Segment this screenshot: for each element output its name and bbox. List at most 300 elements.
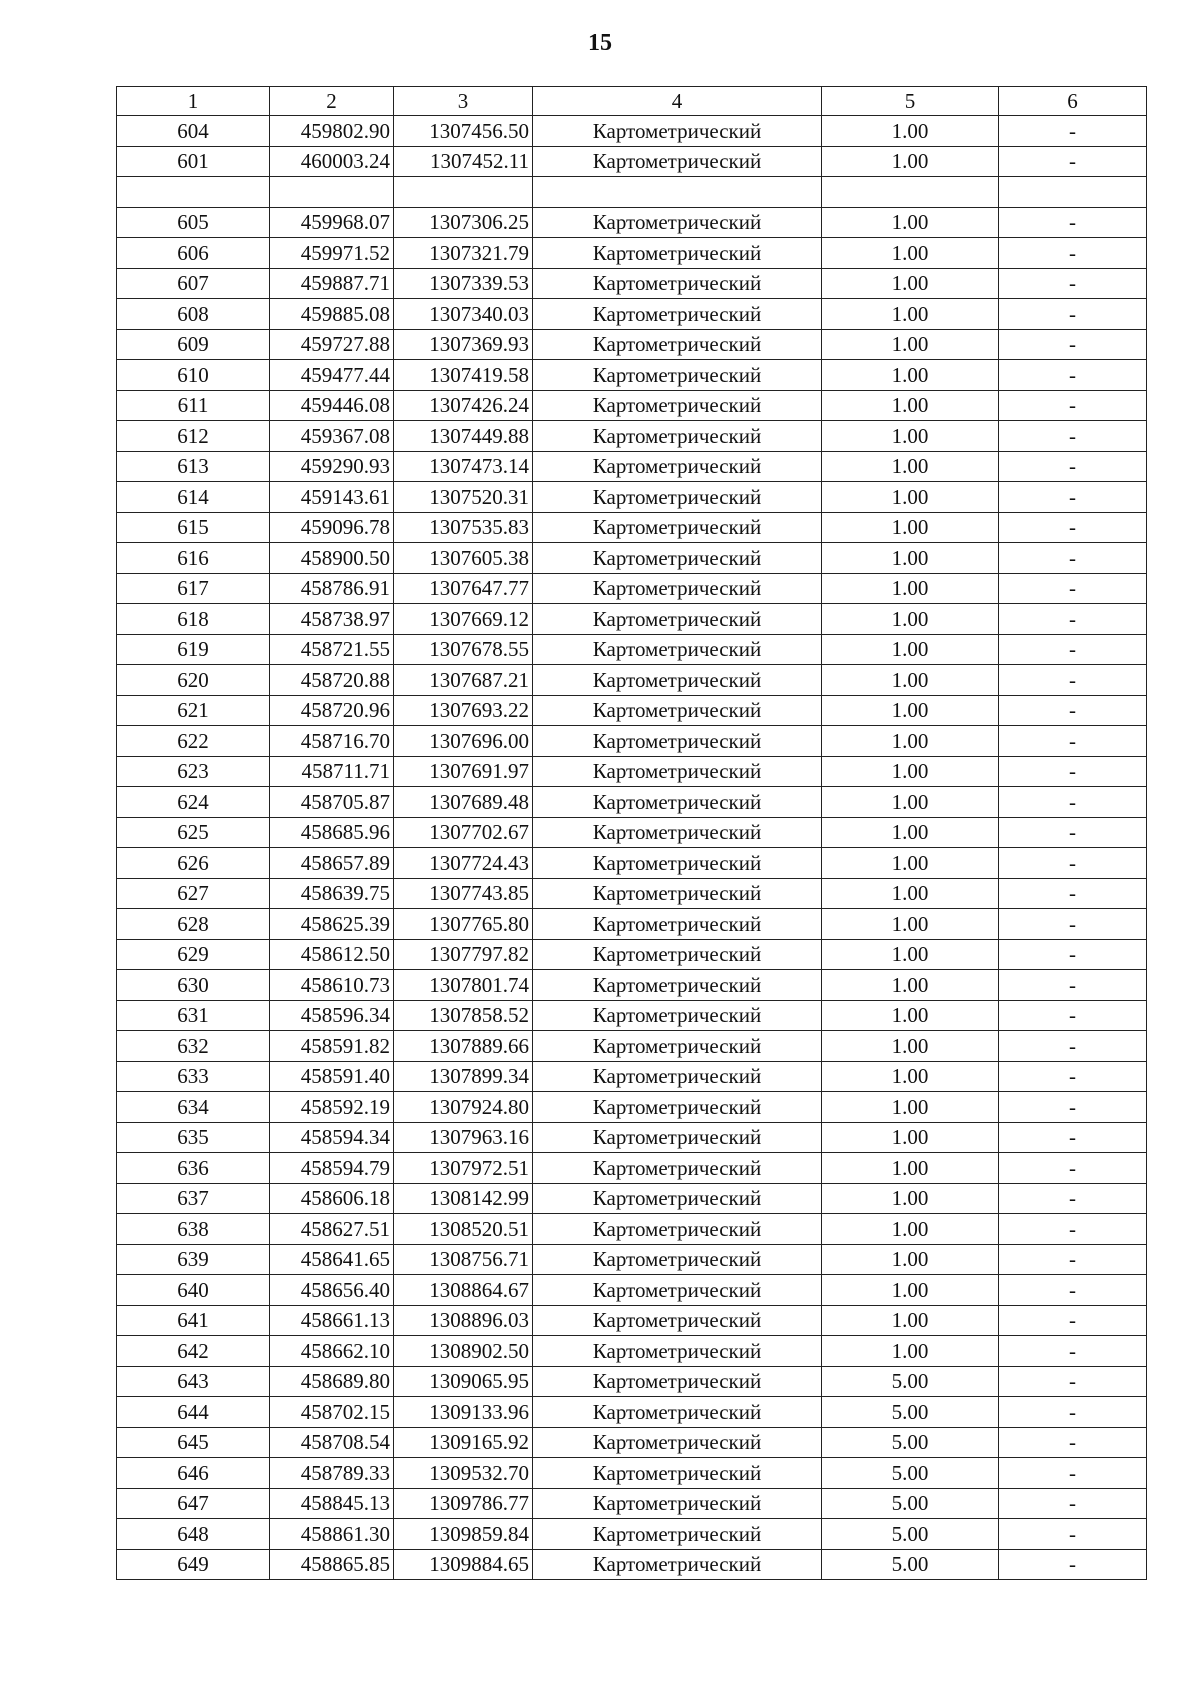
cell-accuracy: 1.00 <box>822 1092 999 1123</box>
cell-accuracy: 1.00 <box>822 634 999 665</box>
cell-coord-y: 1309786.77 <box>394 1488 533 1519</box>
cell-point-number: 624 <box>117 787 270 818</box>
table-row <box>117 1153 1147 1184</box>
cell-coord-y: 1309133.96 <box>394 1397 533 1428</box>
table-row <box>117 268 1147 299</box>
cell-point-number: 637 <box>117 1183 270 1214</box>
table-row <box>117 878 1147 909</box>
table-row <box>117 787 1147 818</box>
table-row <box>117 329 1147 360</box>
cell-method: Картометрический <box>533 1336 822 1367</box>
cell-accuracy: 1.00 <box>822 1061 999 1092</box>
cell-note: - <box>999 1458 1147 1489</box>
cell-note: - <box>999 1183 1147 1214</box>
cell-accuracy: 1.00 <box>822 848 999 879</box>
cell-note: - <box>999 1244 1147 1275</box>
cell-coord-x: 458641.65 <box>270 1244 394 1275</box>
cell-coord-x: 458720.96 <box>270 695 394 726</box>
table-row <box>117 573 1147 604</box>
cell-method: Картометрический <box>533 451 822 482</box>
cell-method: Картометрический <box>533 909 822 940</box>
cell-coord-x: 458705.87 <box>270 787 394 818</box>
cell-coord-x: 458711.71 <box>270 756 394 787</box>
table-row <box>117 970 1147 1001</box>
cell-coord-x: 459367.08 <box>270 421 394 452</box>
cell-method: Картометрический <box>533 329 822 360</box>
cell-coord-y: 1307797.82 <box>394 939 533 970</box>
cell-accuracy: 1.00 <box>822 1183 999 1214</box>
cell-note: - <box>999 1549 1147 1580</box>
cell-coord-y: 1307520.31 <box>394 482 533 513</box>
cell-note: - <box>999 939 1147 970</box>
cell-accuracy: 1.00 <box>822 1336 999 1367</box>
cell-method: Картометрический <box>533 1214 822 1245</box>
cell-method: Картометрический <box>533 1092 822 1123</box>
cell-note: - <box>999 299 1147 330</box>
cell-accuracy: 1.00 <box>822 268 999 299</box>
cell-point-number: 644 <box>117 1397 270 1428</box>
cell-method: Картометрический <box>533 238 822 269</box>
cell-coord-x: 459446.08 <box>270 390 394 421</box>
cell-coord-y: 1307693.22 <box>394 695 533 726</box>
cell-coord-x: 458861.30 <box>270 1519 394 1550</box>
cell-note: - <box>999 482 1147 513</box>
cell-method: Картометрический <box>533 1275 822 1306</box>
cell-note: - <box>999 787 1147 818</box>
coordinates-table <box>116 86 1147 1580</box>
cell-coord-y: 1309884.65 <box>394 1549 533 1580</box>
cell-coord-x: 458639.75 <box>270 878 394 909</box>
table-row <box>117 1183 1147 1214</box>
cell-coord-x: 458702.15 <box>270 1397 394 1428</box>
table-row <box>117 1305 1147 1336</box>
cell-point-number: 648 <box>117 1519 270 1550</box>
cell-note: - <box>999 360 1147 391</box>
table-row <box>117 390 1147 421</box>
table-row <box>117 1336 1147 1367</box>
cell-note: - <box>999 634 1147 665</box>
cell-method: Картометрический <box>533 726 822 757</box>
cell-method: Картометрический <box>533 1031 822 1062</box>
table-row <box>117 177 1147 208</box>
cell-coord-y: 1307724.43 <box>394 848 533 879</box>
cell-coord-y: 1307858.52 <box>394 1000 533 1031</box>
cell-note: - <box>999 1061 1147 1092</box>
cell-coord-y: 1307605.38 <box>394 543 533 574</box>
cell-method: Картометрический <box>533 1366 822 1397</box>
cell-coord-x: 458591.40 <box>270 1061 394 1092</box>
cell-point-number: 646 <box>117 1458 270 1489</box>
cell-coord-y: 1307801.74 <box>394 970 533 1001</box>
cell-point-number: 619 <box>117 634 270 665</box>
cell-coord-y: 1307972.51 <box>394 1153 533 1184</box>
cell-note: - <box>999 848 1147 879</box>
cell-method: Картометрический <box>533 878 822 909</box>
cell-point-number: 614 <box>117 482 270 513</box>
table-row <box>117 360 1147 391</box>
cell-method: Картометрический <box>533 1061 822 1092</box>
cell-note: - <box>999 543 1147 574</box>
cell-note: - <box>999 665 1147 696</box>
page-number: 15 <box>588 30 612 56</box>
cell-method: Картометрический <box>533 1519 822 1550</box>
cell-point-number: 626 <box>117 848 270 879</box>
cell-coord-y: 1309859.84 <box>394 1519 533 1550</box>
cell-method: Картометрический <box>533 848 822 879</box>
cell-accuracy: 1.00 <box>822 1122 999 1153</box>
cell-accuracy: 1.00 <box>822 1305 999 1336</box>
cell-coord-x: 458606.18 <box>270 1183 394 1214</box>
cell-point-number: 607 <box>117 268 270 299</box>
cell-method: Картометрический <box>533 1549 822 1580</box>
cell-note: - <box>999 1122 1147 1153</box>
cell-coord-x: 458594.34 <box>270 1122 394 1153</box>
cell-note: - <box>999 207 1147 238</box>
cell-note: - <box>999 1488 1147 1519</box>
cell-note <box>999 177 1147 208</box>
cell-accuracy: 1.00 <box>822 512 999 543</box>
cell-coord-y: 1307702.67 <box>394 817 533 848</box>
cell-note: - <box>999 329 1147 360</box>
cell-point-number: 638 <box>117 1214 270 1245</box>
cell-coord-y: 1307765.80 <box>394 909 533 940</box>
cell-note: - <box>999 1214 1147 1245</box>
cell-accuracy: 1.00 <box>822 390 999 421</box>
cell-method: Картометрический <box>533 1000 822 1031</box>
cell-method: Картометрический <box>533 1183 822 1214</box>
cell-note: - <box>999 817 1147 848</box>
cell-accuracy: 5.00 <box>822 1519 999 1550</box>
table-row <box>117 1427 1147 1458</box>
cell-point-number: 612 <box>117 421 270 452</box>
table-row <box>117 1519 1147 1550</box>
table-row <box>117 146 1147 177</box>
cell-method: Картометрический <box>533 1427 822 1458</box>
cell-method: Картометрический <box>533 421 822 452</box>
cell-point-number: 617 <box>117 573 270 604</box>
cell-coord-x: 458662.10 <box>270 1336 394 1367</box>
cell-method: Картометрический <box>533 634 822 665</box>
cell-point-number: 640 <box>117 1275 270 1306</box>
cell-coord-x: 458625.39 <box>270 909 394 940</box>
table-row <box>117 116 1147 147</box>
cell-point-number: 625 <box>117 817 270 848</box>
cell-note: - <box>999 421 1147 452</box>
cell-coord-x: 458591.82 <box>270 1031 394 1062</box>
column-header: 3 <box>394 87 533 116</box>
header-row <box>117 87 1147 116</box>
cell-coord-y: 1308864.67 <box>394 1275 533 1306</box>
cell-coord-x: 458786.91 <box>270 573 394 604</box>
cell-accuracy: 5.00 <box>822 1549 999 1580</box>
cell-note: - <box>999 1427 1147 1458</box>
cell-coord-y: 1307306.25 <box>394 207 533 238</box>
cell-coord-y: 1307687.21 <box>394 665 533 696</box>
cell-accuracy: 5.00 <box>822 1488 999 1519</box>
cell-accuracy: 5.00 <box>822 1397 999 1428</box>
cell-method: Картометрический <box>533 573 822 604</box>
cell-coord-x: 459477.44 <box>270 360 394 391</box>
cell-point-number: 622 <box>117 726 270 757</box>
cell-coord-x: 458708.54 <box>270 1427 394 1458</box>
cell-coord-x: 459885.08 <box>270 299 394 330</box>
cell-accuracy: 1.00 <box>822 543 999 574</box>
cell-coord-x: 458657.89 <box>270 848 394 879</box>
cell-note: - <box>999 146 1147 177</box>
table-row <box>117 1275 1147 1306</box>
cell-accuracy: 1.00 <box>822 238 999 269</box>
cell-method: Картометрический <box>533 299 822 330</box>
cell-accuracy: 1.00 <box>822 695 999 726</box>
cell-coord-x: 459968.07 <box>270 207 394 238</box>
cell-point-number: 609 <box>117 329 270 360</box>
table-row <box>117 1488 1147 1519</box>
cell-point-number: 618 <box>117 604 270 635</box>
cell-note: - <box>999 238 1147 269</box>
table-row <box>117 421 1147 452</box>
cell-method: Картометрический <box>533 543 822 574</box>
cell-method: Картометрический <box>533 482 822 513</box>
table-row <box>117 238 1147 269</box>
cell-accuracy: 1.00 <box>822 421 999 452</box>
cell-accuracy: 1.00 <box>822 878 999 909</box>
cell-method <box>533 177 822 208</box>
cell-note: - <box>999 451 1147 482</box>
cell-point-number: 620 <box>117 665 270 696</box>
cell-point-number: 606 <box>117 238 270 269</box>
cell-coord-y: 1308520.51 <box>394 1214 533 1245</box>
cell-accuracy: 1.00 <box>822 665 999 696</box>
table-row <box>117 1458 1147 1489</box>
cell-coord-x: 458656.40 <box>270 1275 394 1306</box>
table-row <box>117 543 1147 574</box>
cell-note: - <box>999 1153 1147 1184</box>
cell-method: Картометрический <box>533 665 822 696</box>
table-row <box>117 1214 1147 1245</box>
cell-point-number: 615 <box>117 512 270 543</box>
cell-coord-y: 1307456.50 <box>394 116 533 147</box>
cell-coord-x: 458685.96 <box>270 817 394 848</box>
cell-coord-y: 1307419.58 <box>394 360 533 391</box>
cell-point-number: 643 <box>117 1366 270 1397</box>
cell-coord-x: 458627.51 <box>270 1214 394 1245</box>
cell-note: - <box>999 756 1147 787</box>
column-header: 2 <box>270 87 394 116</box>
cell-method: Картометрический <box>533 939 822 970</box>
cell-coord-x: 458900.50 <box>270 543 394 574</box>
cell-point-number: 634 <box>117 1092 270 1123</box>
cell-accuracy: 1.00 <box>822 756 999 787</box>
cell-coord-y: 1308896.03 <box>394 1305 533 1336</box>
table-row <box>117 482 1147 513</box>
cell-coord-x: 458596.34 <box>270 1000 394 1031</box>
cell-note: - <box>999 1305 1147 1336</box>
cell-coord-x: 458789.33 <box>270 1458 394 1489</box>
cell-accuracy: 1.00 <box>822 787 999 818</box>
table-body <box>117 116 1147 1580</box>
cell-coord-x: 458689.80 <box>270 1366 394 1397</box>
cell-accuracy: 1.00 <box>822 939 999 970</box>
cell-coord-x: 459971.52 <box>270 238 394 269</box>
cell-coord-x: 459143.61 <box>270 482 394 513</box>
cell-method: Картометрический <box>533 787 822 818</box>
cell-coord-y: 1309065.95 <box>394 1366 533 1397</box>
table-row <box>117 1061 1147 1092</box>
cell-coord-x: 459096.78 <box>270 512 394 543</box>
cell-accuracy: 1.00 <box>822 1153 999 1184</box>
table-row <box>117 1397 1147 1428</box>
cell-coord-y: 1308756.71 <box>394 1244 533 1275</box>
cell-point-number: 641 <box>117 1305 270 1336</box>
cell-note: - <box>999 970 1147 1001</box>
cell-coord-x: 458720.88 <box>270 665 394 696</box>
cell-point-number: 645 <box>117 1427 270 1458</box>
cell-coord-x: 458610.73 <box>270 970 394 1001</box>
table-row <box>117 1031 1147 1062</box>
cell-note: - <box>999 268 1147 299</box>
cell-point-number: 616 <box>117 543 270 574</box>
cell-coord-x: 458865.85 <box>270 1549 394 1580</box>
cell-point-number: 628 <box>117 909 270 940</box>
table-row <box>117 604 1147 635</box>
column-header: 6 <box>999 87 1147 116</box>
cell-note: - <box>999 909 1147 940</box>
cell-coord-x: 458845.13 <box>270 1488 394 1519</box>
cell-coord-x: 459887.71 <box>270 268 394 299</box>
table-row <box>117 1366 1147 1397</box>
cell-point-number: 601 <box>117 146 270 177</box>
cell-accuracy <box>822 177 999 208</box>
cell-accuracy: 1.00 <box>822 451 999 482</box>
cell-accuracy: 1.00 <box>822 1031 999 1062</box>
cell-method: Картометрический <box>533 970 822 1001</box>
cell-accuracy: 1.00 <box>822 299 999 330</box>
cell-note: - <box>999 116 1147 147</box>
table-row <box>117 1244 1147 1275</box>
cell-point-number <box>117 177 270 208</box>
cell-coord-y: 1309532.70 <box>394 1458 533 1489</box>
cell-coord-y: 1307696.00 <box>394 726 533 757</box>
table-row <box>117 1549 1147 1580</box>
cell-coord-y: 1307449.88 <box>394 421 533 452</box>
cell-coord-y: 1307426.24 <box>394 390 533 421</box>
cell-note: - <box>999 1275 1147 1306</box>
cell-coord-x: 459290.93 <box>270 451 394 482</box>
cell-accuracy: 1.00 <box>822 482 999 513</box>
table-row <box>117 665 1147 696</box>
cell-coord-x <box>270 177 394 208</box>
cell-method: Картометрический <box>533 1397 822 1428</box>
cell-coord-x: 460003.24 <box>270 146 394 177</box>
cell-method: Картометрический <box>533 1244 822 1275</box>
cell-method: Картометрический <box>533 1122 822 1153</box>
cell-coord-y: 1307889.66 <box>394 1031 533 1062</box>
cell-coord-y: 1307369.93 <box>394 329 533 360</box>
cell-coord-y <box>394 177 533 208</box>
cell-coord-x: 458738.97 <box>270 604 394 635</box>
table-row <box>117 726 1147 757</box>
table-row <box>117 451 1147 482</box>
table-header <box>117 87 1147 116</box>
cell-coord-y: 1307924.80 <box>394 1092 533 1123</box>
table-row <box>117 512 1147 543</box>
cell-coord-y: 1307321.79 <box>394 238 533 269</box>
table-row <box>117 634 1147 665</box>
cell-accuracy: 1.00 <box>822 970 999 1001</box>
cell-method: Картометрический <box>533 1305 822 1336</box>
cell-coord-y: 1307689.48 <box>394 787 533 818</box>
cell-accuracy: 1.00 <box>822 1275 999 1306</box>
cell-point-number: 623 <box>117 756 270 787</box>
cell-method: Картометрический <box>533 695 822 726</box>
cell-point-number: 647 <box>117 1488 270 1519</box>
cell-note: - <box>999 695 1147 726</box>
cell-coord-y: 1307340.03 <box>394 299 533 330</box>
cell-point-number: 632 <box>117 1031 270 1062</box>
cell-point-number: 608 <box>117 299 270 330</box>
cell-method: Картометрический <box>533 360 822 391</box>
column-header: 1 <box>117 87 270 116</box>
cell-point-number: 630 <box>117 970 270 1001</box>
table-row <box>117 909 1147 940</box>
cell-accuracy: 1.00 <box>822 207 999 238</box>
cell-coord-y: 1309165.92 <box>394 1427 533 1458</box>
table-row <box>117 939 1147 970</box>
cell-coord-x: 458592.19 <box>270 1092 394 1123</box>
cell-note: - <box>999 1092 1147 1123</box>
cell-accuracy: 1.00 <box>822 604 999 635</box>
cell-accuracy: 1.00 <box>822 329 999 360</box>
cell-coord-y: 1307473.14 <box>394 451 533 482</box>
cell-coord-x: 458612.50 <box>270 939 394 970</box>
table-row <box>117 817 1147 848</box>
cell-accuracy: 1.00 <box>822 1000 999 1031</box>
cell-coord-x: 458594.79 <box>270 1153 394 1184</box>
cell-coord-y: 1308902.50 <box>394 1336 533 1367</box>
table-row <box>117 756 1147 787</box>
table-row <box>117 207 1147 238</box>
cell-point-number: 631 <box>117 1000 270 1031</box>
cell-method: Картометрический <box>533 116 822 147</box>
cell-coord-y: 1307678.55 <box>394 634 533 665</box>
cell-method: Картометрический <box>533 146 822 177</box>
cell-point-number: 627 <box>117 878 270 909</box>
cell-coord-x: 459802.90 <box>270 116 394 147</box>
cell-accuracy: 1.00 <box>822 146 999 177</box>
column-header: 5 <box>822 87 999 116</box>
table-row <box>117 695 1147 726</box>
cell-method: Картометрический <box>533 268 822 299</box>
cell-method: Картометрический <box>533 1458 822 1489</box>
cell-point-number: 649 <box>117 1549 270 1580</box>
cell-method: Картометрический <box>533 1153 822 1184</box>
cell-point-number: 639 <box>117 1244 270 1275</box>
cell-note: - <box>999 878 1147 909</box>
cell-coord-y: 1307339.53 <box>394 268 533 299</box>
cell-point-number: 629 <box>117 939 270 970</box>
cell-point-number: 621 <box>117 695 270 726</box>
cell-coord-x: 458716.70 <box>270 726 394 757</box>
cell-accuracy: 1.00 <box>822 726 999 757</box>
cell-method: Картометрический <box>533 1488 822 1519</box>
table-row <box>117 299 1147 330</box>
cell-point-number: 605 <box>117 207 270 238</box>
cell-note: - <box>999 604 1147 635</box>
cell-accuracy: 1.00 <box>822 909 999 940</box>
cell-accuracy: 5.00 <box>822 1366 999 1397</box>
cell-accuracy: 1.00 <box>822 360 999 391</box>
cell-point-number: 635 <box>117 1122 270 1153</box>
